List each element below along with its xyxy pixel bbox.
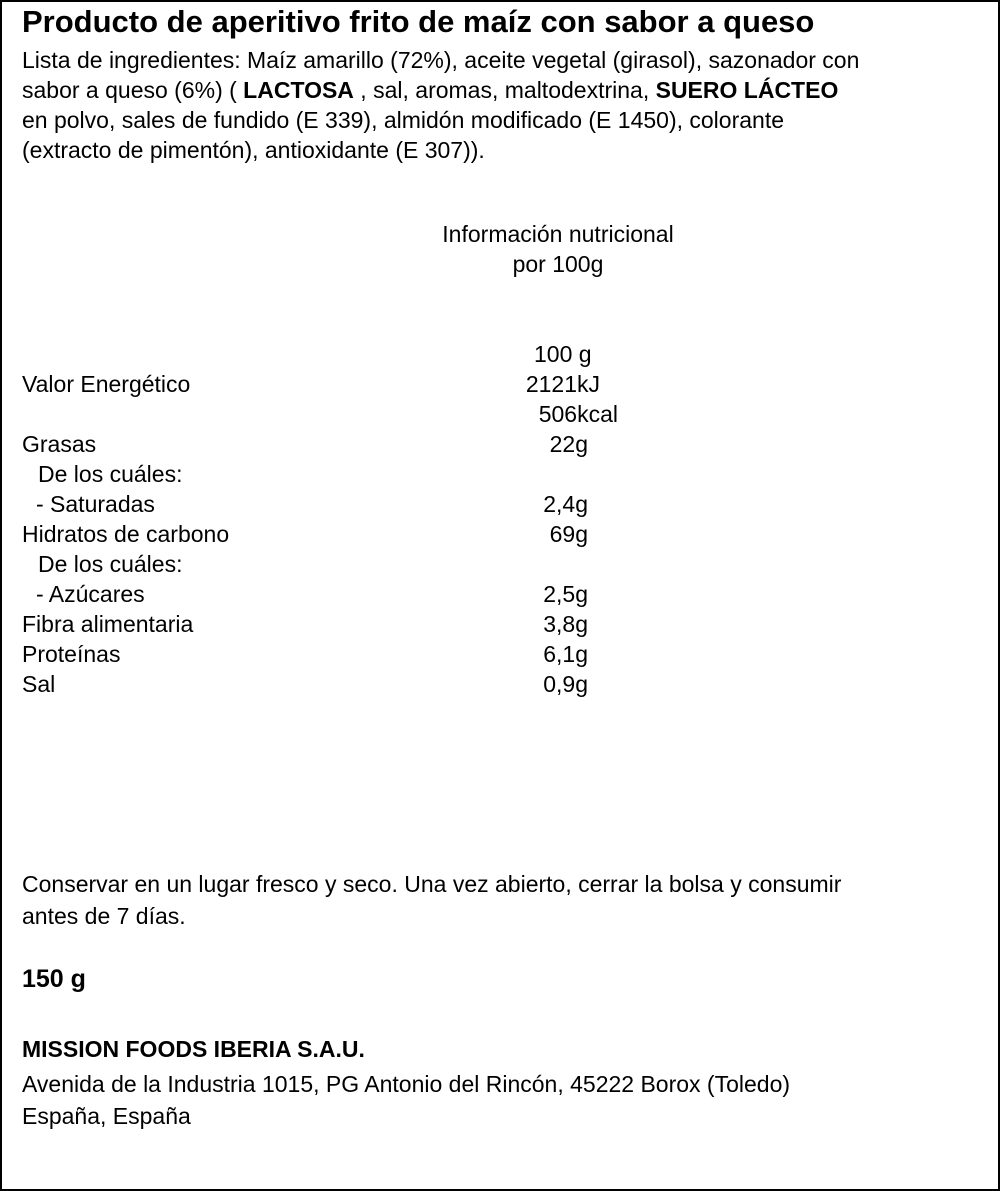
net-weight: 150 g: [22, 965, 86, 993]
storage-line: Conservar en un lugar fresco y seco. Una vez abierto, cerrar la bolsa y consumir: [22, 871, 842, 897]
nutrition-label: - Saturadas: [36, 491, 155, 517]
nutrition-value: 2,4g: [543, 491, 588, 517]
ingredients-line: (extracto de pimentón), antioxidante (E 307)).: [22, 137, 485, 163]
nutrition-value: 6,1g: [543, 641, 588, 667]
company-name: MISSION FOODS IBERIA S.A.U.: [22, 1036, 365, 1062]
nutrition-heading: [402, 219, 714, 279]
nutrition-column-header: 100 g: [534, 341, 592, 367]
product-title: Producto de aperitivo frito de maíz con sabor a queso: [22, 4, 815, 39]
nutrition-value: 0,9g: [543, 671, 588, 697]
nutrition-label: De los cuáles:: [38, 551, 183, 577]
nutrition-label: - Azúcares: [36, 581, 145, 607]
allergen-whey: SUERO LÁCTEO: [655, 77, 839, 103]
company-address: [22, 1068, 790, 1132]
nutrition-value: 2121kJ: [525, 371, 600, 397]
storage-instructions: [22, 868, 982, 932]
nutrition-value: 506kcal: [538, 401, 618, 427]
nutrition-subtitle: por 100g: [512, 251, 604, 277]
nutrition-value: 2,5g: [543, 581, 588, 607]
nutrition-title: Información nutricional: [442, 221, 674, 247]
nutrition-label: Hidratos de carbono: [22, 521, 230, 547]
country-line: España, España: [22, 1103, 191, 1129]
nutrition-label: Sal: [22, 671, 56, 697]
nutrition-value: 22g: [549, 431, 588, 457]
nutrition-label: De los cuáles:: [38, 461, 183, 487]
ingredients-line: [22, 75, 982, 105]
ingredients-line: Lista de ingredientes: Maíz amarillo (72%), aceite vegetal (girasol), sazonador con: [22, 47, 860, 73]
address-line: Avenida de la Industria 1015, PG Antonio del Rincón, 45222 Borox (Toledo): [22, 1071, 791, 1097]
ingredients-text: sabor a queso (6%) (: [22, 77, 244, 103]
nutrition-value: 3,8g: [543, 611, 588, 637]
nutrition-value: 69g: [549, 521, 588, 547]
ingredients-list: [22, 45, 982, 165]
ingredients-line: en polvo, sales de fundido (E 339), almidón modificado (E 1450), colorante: [22, 107, 785, 133]
nutrition-label: Proteínas: [22, 641, 121, 667]
ingredients-text: , sal, aromas, maltodextrina,: [353, 77, 656, 103]
storage-line: antes de 7 días.: [22, 903, 186, 929]
allergen-lactose: LACTOSA: [243, 77, 354, 103]
nutrition-label: Grasas: [22, 431, 97, 457]
nutrition-label: Valor Energético: [22, 371, 191, 397]
nutrition-label: Fibra alimentaria: [22, 611, 194, 637]
